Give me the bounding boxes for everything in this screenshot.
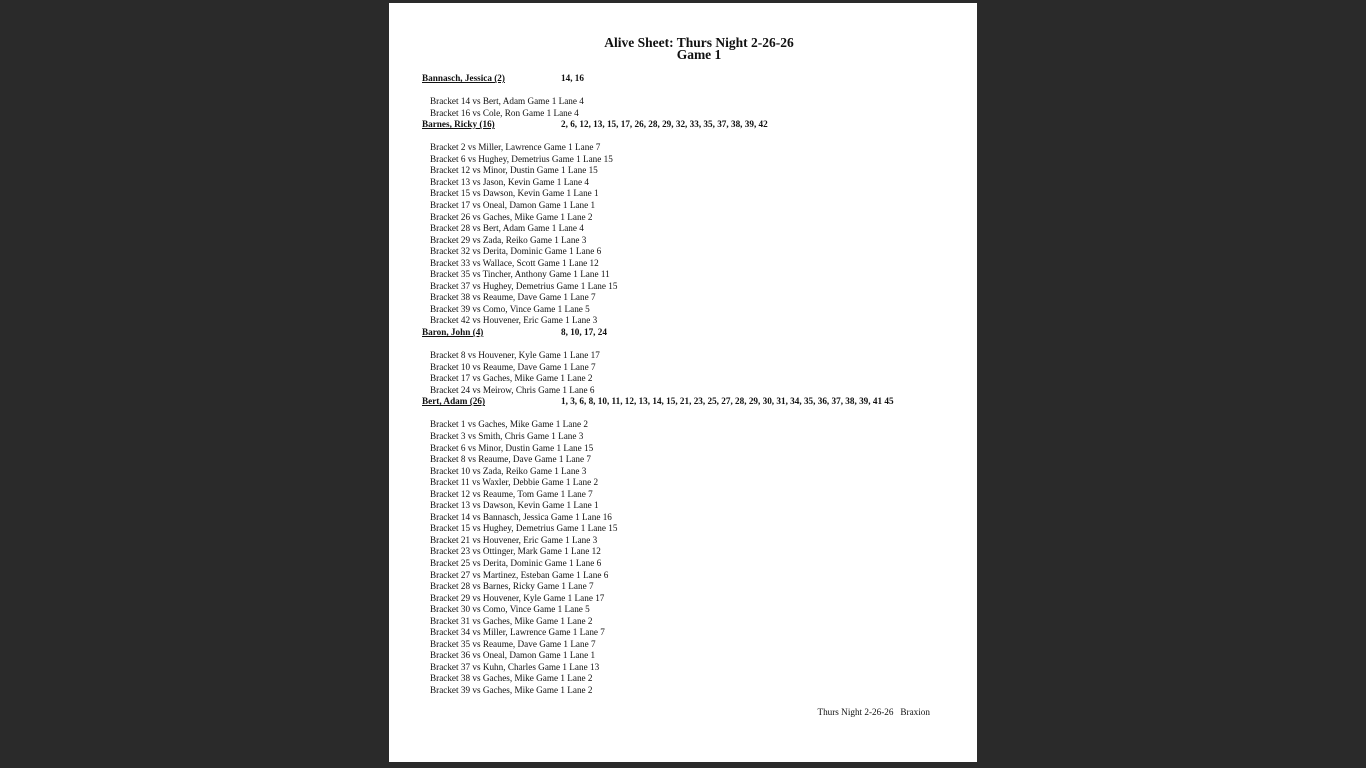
match-line: Bracket 15 vs Dawson, Kevin Game 1 Lane 1 — [430, 188, 599, 199]
match-line: Bracket 27 vs Martinez, Esteban Game 1 Lane 6 — [430, 569, 609, 580]
player-name: Bert, Adam (26) — [422, 396, 486, 407]
match-line: Bracket 39 vs Gaches, Mike Game 1 Lane 2 — [430, 684, 593, 695]
player-bracket-list: 14, 16 — [561, 73, 584, 83]
player-header — [422, 396, 942, 408]
match-line: Bracket 11 vs Waxler, Debbie Game 1 Lane 2 — [430, 477, 599, 488]
match-line: Bracket 6 vs Hughey, Demetrius Game 1 Lane 15 — [430, 153, 613, 164]
player-list — [422, 73, 942, 697]
player-name: Barnes, Ricky (16) — [422, 119, 495, 130]
player-bracket-list: 1, 3, 6, 8, 10, 11, 12, 13, 14, 15, 21, 23, 25, 27, 28, 29, 30, 31, 34, 35, 36, 37, 38, 39, 41 45 — [561, 396, 894, 407]
match-line: Bracket 14 vs Bert, Adam Game 1 Lane 4 — [430, 96, 584, 107]
spacer — [422, 408, 942, 420]
player-name: Bannasch, Jessica (2) — [422, 73, 505, 83]
match-line: Bracket 23 vs Ottinger, Mark Game 1 Lane 12 — [430, 546, 601, 557]
player-header — [422, 73, 942, 85]
match-line: Bracket 35 vs Tincher, Anthony Game 1 Lane 11 — [430, 269, 610, 280]
match-line: Bracket 15 vs Hughey, Demetrius Game 1 Lane 15 — [430, 523, 618, 534]
match-line: Bracket 10 vs Reaume, Dave Game 1 Lane 7 — [430, 361, 596, 372]
match-line: Bracket 13 vs Jason, Kevin Game 1 Lane 4 — [430, 176, 589, 187]
match-line: Bracket 30 vs Como, Vince Game 1 Lane 5 — [430, 604, 590, 615]
player-bracket-list: 2, 6, 12, 13, 15, 17, 26, 28, 29, 32, 33, 35, 37, 38, 39, 42 — [561, 119, 768, 130]
page-subtitle: Game 1 — [676, 47, 722, 62]
spacer — [422, 85, 942, 97]
player-header — [422, 327, 942, 339]
match-line: Bracket 31 vs Gaches, Mike Game 1 Lane 2 — [430, 615, 593, 626]
document-page — [389, 3, 977, 762]
match-line: Bracket 38 vs Reaume, Dave Game 1 Lane 7 — [430, 292, 596, 303]
match-line: Bracket 17 vs Oneal, Damon Game 1 Lane 1 — [430, 200, 596, 211]
match-line: Bracket 24 vs Meirow, Chris Game 1 Lane 6 — [430, 384, 595, 395]
spacer — [422, 131, 942, 143]
match-line: Bracket 3 vs Smith, Chris Game 1 Lane 3 — [430, 430, 584, 441]
match-line: Bracket 1 vs Gaches, Mike Game 1 Lane 2 — [430, 419, 588, 430]
match-line: Bracket 38 vs Gaches, Mike Game 1 Lane 2 — [430, 673, 593, 684]
match-line: Bracket 6 vs Minor, Dustin Game 1 Lane 15 — [430, 442, 594, 453]
match-line: Bracket 28 vs Bert, Adam Game 1 Lane 4 — [430, 223, 584, 234]
match-line: Bracket 32 vs Derita, Dominic Game 1 Lane 6 — [430, 246, 602, 257]
match-line: Bracket 29 vs Houvener, Kyle Game 1 Lane 17 — [430, 592, 605, 603]
player-bracket-list: 8, 10, 17, 24 — [561, 327, 607, 338]
match-line: Bracket 29 vs Zada, Reiko Game 1 Lane 3 — [430, 234, 587, 245]
match-line: Bracket 21 vs Houvener, Eric Game 1 Lane 3 — [430, 534, 598, 545]
match-line: Bracket 42 vs Houvener, Eric Game 1 Lane 3 — [430, 315, 598, 326]
match-line: Bracket 17 vs Gaches, Mike Game 1 Lane 2 — [430, 373, 593, 384]
match-line: Bracket 37 vs Hughey, Demetrius Game 1 Lane 15 — [430, 280, 618, 291]
player-name: Baron, John (4) — [422, 327, 484, 338]
match-line: Bracket 12 vs Minor, Dustin Game 1 Lane 15 — [430, 165, 598, 176]
match-line: Bracket 35 vs Reaume, Dave Game 1 Lane 7 — [430, 638, 596, 649]
player-header — [422, 119, 942, 131]
match-line: Bracket 37 vs Kuhn, Charles Game 1 Lane 13 — [430, 661, 600, 672]
match-line: Bracket 2 vs Miller, Lawrence Game 1 Lane 7 — [430, 142, 601, 153]
match-line: Bracket 36 vs Oneal, Damon Game 1 Lane 1 — [430, 650, 596, 661]
match-line: Bracket 26 vs Gaches, Mike Game 1 Lane 2 — [430, 211, 593, 222]
match-line: Bracket 10 vs Zada, Reiko Game 1 Lane 3 — [430, 465, 587, 476]
match-line: Bracket 8 vs Houvener, Kyle Game 1 Lane 17 — [430, 350, 600, 361]
spacer — [422, 339, 942, 351]
match-line: Bracket 33 vs Wallace, Scott Game 1 Lane 12 — [430, 257, 599, 268]
match-line: Bracket 16 vs Cole, Ron Game 1 Lane 4 — [430, 107, 579, 118]
match-line: Bracket 25 vs Derita, Dominic Game 1 Lane 6 — [430, 557, 602, 568]
match-line: Bracket 34 vs Miller, Lawrence Game 1 Lane 7 — [430, 627, 605, 638]
match-line: Bracket 39 vs Como, Vince Game 1 Lane 5 — [430, 303, 590, 314]
match-line: Bracket 8 vs Reaume, Dave Game 1 Lane 7 — [430, 454, 591, 465]
match-line: Bracket 28 vs Barnes, Ricky Game 1 Lane 7 — [430, 581, 594, 592]
match-line: Bracket 14 vs Bannasch, Jessica Game 1 Lane 16 — [430, 511, 612, 522]
match-line: Bracket 12 vs Reaume, Tom Game 1 Lane 7 — [430, 488, 593, 499]
page-title: Alive Sheet: Thurs Night 2-26-26 — [604, 35, 794, 50]
match-line: Bracket 13 vs Dawson, Kevin Game 1 Lane 1 — [430, 500, 599, 511]
page-footer: Thurs Night 2-26-26 Braxion — [817, 707, 930, 717]
